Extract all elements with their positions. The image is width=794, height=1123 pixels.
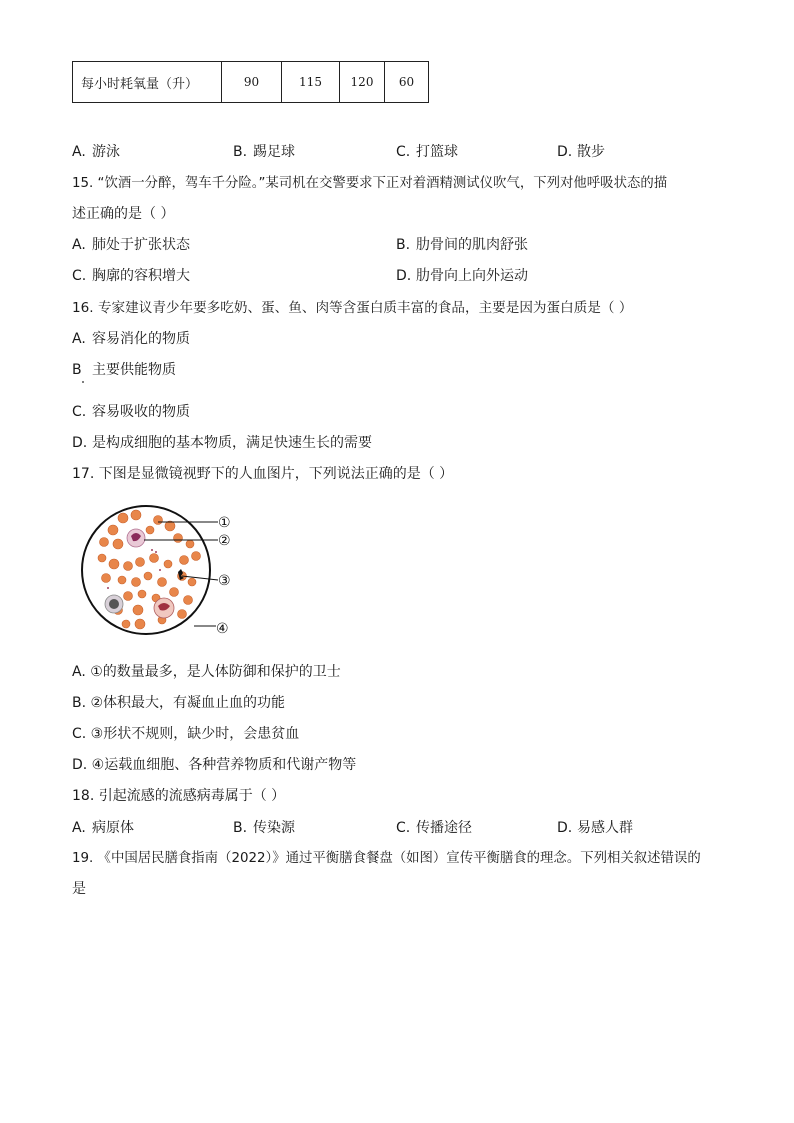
q17-stem: 17. 下图是显微镜视野下的人血图片，下列说法正确的是（ ） xyxy=(72,466,454,482)
table-cell: 90 xyxy=(222,62,282,103)
table-row xyxy=(73,62,429,103)
q14-option-a: A. 游泳 xyxy=(72,144,120,160)
q19-stem-line1: 19. 《中国居民膳食指南（2022）》通过平衡膳食餐盘（如图）宣传平衡膳食的理念。下列相关叙述错误的 xyxy=(72,851,701,866)
table-row-label: 每小时耗氧量（升） xyxy=(73,62,222,103)
q15-stem-line2: 述正确的是（ ） xyxy=(72,206,175,222)
table-cell: 115 xyxy=(282,62,340,103)
q18-option-b: B. 传染源 xyxy=(233,820,295,836)
microscope-field xyxy=(82,506,210,634)
q18-option-a: A. 病原体 xyxy=(72,820,134,836)
figure-label-4: ④ xyxy=(216,621,229,637)
figure-label-2: ② xyxy=(218,533,231,549)
white-blood-cell-lower-left xyxy=(105,595,123,613)
q17-option-a: A. ①的数量最多，是人体防御和保护的卫士 xyxy=(72,664,341,680)
white-blood-cell-2 xyxy=(127,529,145,547)
q15-option-a: A. 肺处于扩张状态 xyxy=(72,237,190,253)
figure-label-1: ① xyxy=(218,515,231,531)
q17-option-d: D. ④运载血细胞、各种营养物质和代谢产物等 xyxy=(72,757,357,773)
q19-stem-line2: 是 xyxy=(72,881,86,897)
q18-option-d: D. 易感人群 xyxy=(557,820,633,836)
table-cell: 120 xyxy=(340,62,385,103)
q17-option-c: C. ③形状不规则，缺少时，会患贫血 xyxy=(72,726,300,742)
oxygen-consumption-table xyxy=(72,61,429,103)
q14-option-c: C. 打篮球 xyxy=(396,144,458,160)
table-cell: 60 xyxy=(385,62,429,103)
q15-option-c: C. 胸廓的容积增大 xyxy=(72,268,190,284)
stray-dot xyxy=(82,381,84,383)
blood-smear-figure xyxy=(78,500,248,645)
q14-option-b: B. 踢足球 xyxy=(233,144,295,160)
figure-label-3: ③ xyxy=(218,573,231,589)
q16-option-c: C. 容易吸收的物质 xyxy=(72,404,190,420)
q15-option-b: B. 肋骨间的肌肉舒张 xyxy=(396,237,528,253)
q17-option-b: B. ②体积最大，有凝血止血的功能 xyxy=(72,695,286,711)
q16-option-b: B 主要供能物质 xyxy=(72,362,176,378)
q16-option-a: A. 容易消化的物质 xyxy=(72,331,190,347)
q15-stem-line1: 15. “饮酒一分醉，驾车千分险。”某司机在交警要求下正对着酒精测试仪吹气，下列对他呼吸状态的描 xyxy=(72,176,668,191)
q16-option-d: D. 是构成细胞的基本物质，满足快速生长的需要 xyxy=(72,435,372,451)
q18-stem: 18. 引起流感的流感病毒属于（ ） xyxy=(72,788,286,804)
q16-stem: 16. 专家建议青少年要多吃奶、蛋、鱼、肉等含蛋白质丰富的食品，主要是因为蛋白质是（ ） xyxy=(72,300,633,316)
q14-option-d: D. 散步 xyxy=(557,144,605,160)
q18-option-c: C. 传播途径 xyxy=(396,820,472,836)
white-blood-cell-lower-right xyxy=(154,598,174,618)
q15-option-d: D. 肋骨向上向外运动 xyxy=(396,268,528,284)
